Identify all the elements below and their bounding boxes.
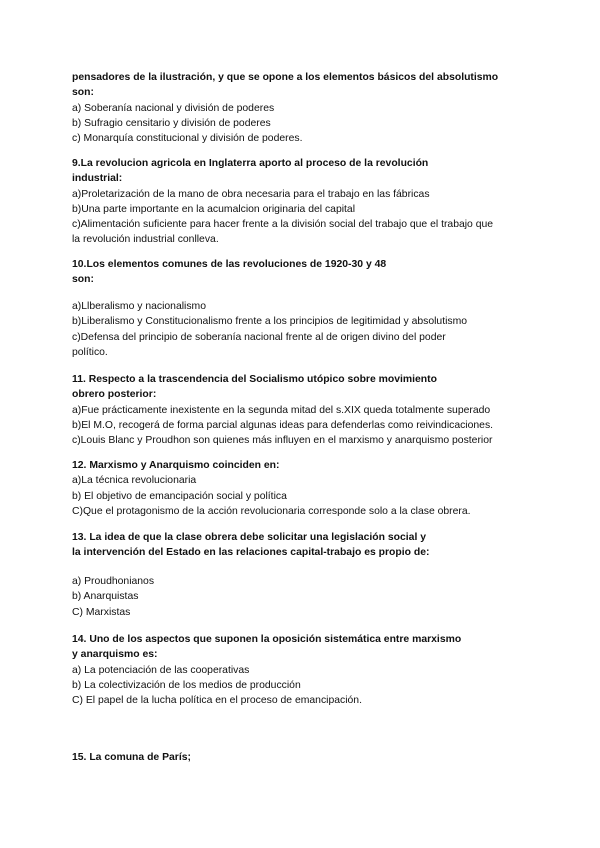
question-13 <box>72 530 532 561</box>
question-text: 15. La comuna de París; <box>72 752 191 763</box>
answer-option: a) Proudhonianos <box>72 576 155 587</box>
question-text: 13. La idea de que la clase obrera debe solicitar una legislación social y <box>72 532 427 543</box>
answer-option: a) Soberanía nacional y división de poderes <box>72 102 275 114</box>
question-text: 9.La revolucion agricola en Inglaterra aporto al proceso de la revolución <box>72 158 429 169</box>
question-text: obrero posterior: <box>72 389 157 401</box>
answer-option: c)Defensa del principio de soberanía nacional frente al de origen divino del poder <box>72 331 446 343</box>
question-text: pensadores de la ilustración, y que se opone a los elementos básicos del absolutismo <box>72 72 499 83</box>
answer-option: C) El papel de la lucha política en el proceso de emancipación. <box>72 695 362 707</box>
answer-option: b) Anarquistas <box>72 591 139 603</box>
question-12 <box>72 458 532 519</box>
answer-option: b) Sufragio censitario y división de poderes <box>72 117 271 129</box>
answer-option: político. <box>72 346 108 358</box>
answer-option: a)La técnica revolucionaria <box>72 475 197 487</box>
question-text: son: <box>72 274 94 286</box>
answer-option: a)Proletarización de la mano de obra necesaria para el trabajo en las fábricas <box>72 188 430 200</box>
answer-option: b)El M.O, recogerá de forma parcial algunas ideas para defenderlas como reivindicaciones. <box>72 419 494 431</box>
question-text: 11. Respecto a la trascendencia del Socialismo utópico sobre movimiento <box>72 374 437 385</box>
answer-option: C) Marxistas <box>72 606 131 618</box>
answer-option: b)Liberalismo y Constitucionalismo frente a los principios de legitimidad y absolutismo <box>72 316 468 328</box>
answer-option: c)Alimentación suficiente para hacer frente a la división social del trabajo que el trabajo que <box>72 219 494 231</box>
answer-option: c) Monarquía constitucional y división de poderes. <box>72 133 303 145</box>
answer-option: a)Fue prácticamente inexistente en la segunda mitad del s.XIX queda totalmente superado <box>72 404 491 416</box>
answer-option: a)Llberalismo y nacionalismo <box>72 301 206 312</box>
question-text: 10.Los elementos comunes de las revoluciones de 1920-30 y 48 <box>72 259 387 270</box>
question-10-options <box>72 299 532 360</box>
answer-option: b)Una parte importante en la acumalcion originaria del capital <box>72 203 356 215</box>
answer-option: c)Louis Blanc y Proudhon son quienes más influyen en el marxismo y anarquismo posterior <box>72 435 493 447</box>
question-text: industrial: <box>72 173 123 185</box>
question-text: son: <box>72 87 94 99</box>
question-text: 14. Uno de los aspectos que suponen la oposición sistemática entre marxismo <box>72 634 462 645</box>
question-14 <box>72 632 532 708</box>
question-9 <box>72 156 532 248</box>
answer-option: b) La colectivización de los medios de producción <box>72 679 301 691</box>
question-8-continued <box>72 70 532 146</box>
question-13-options <box>72 574 532 620</box>
question-10 <box>72 257 532 288</box>
question-15 <box>72 750 532 765</box>
question-11 <box>72 372 532 448</box>
answer-option: b) El objetivo de emancipación social y política <box>72 490 287 502</box>
answer-option: la revolución industrial conlleva. <box>72 234 219 246</box>
question-text: y anarquismo es: <box>72 649 158 661</box>
answer-option: a) La potenciación de las cooperativas <box>72 664 250 676</box>
answer-option: C)Que el protagonismo de la acción revolucionaria corresponde solo a la clase obrera. <box>72 505 471 517</box>
question-text: la intervención del Estado en las relaciones capital-trabajo es propio de: <box>72 547 430 559</box>
question-text: 12. Marxismo y Anarquismo coinciden en: <box>72 460 280 471</box>
